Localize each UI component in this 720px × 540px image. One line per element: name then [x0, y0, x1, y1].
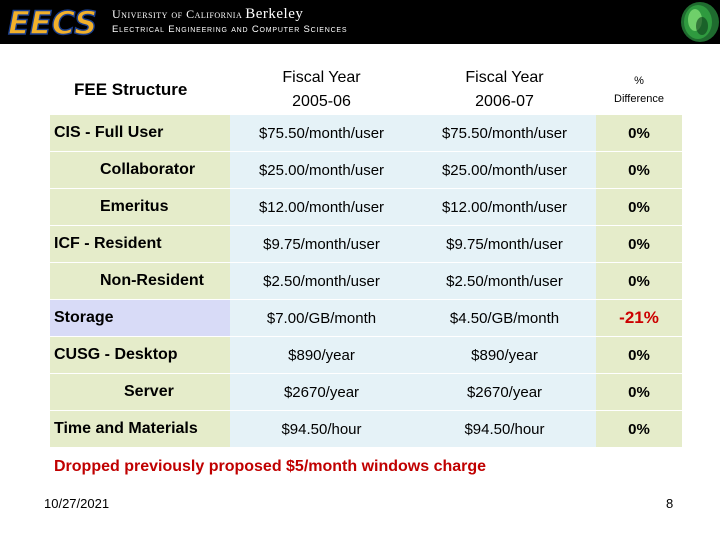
row-label: CIS - Full User [54, 124, 164, 141]
eecs-logo [6, 4, 110, 40]
difference-cell: 0% [596, 226, 682, 263]
fy2006-cell: $12.00/month/user [413, 189, 596, 226]
berkeley-label: Berkeley [245, 6, 304, 22]
fy2006-cell: $4.50/GB/month [413, 300, 596, 337]
row-label: Server [124, 383, 174, 400]
difference-cell: 0% [596, 411, 682, 448]
fy2006-cell: $2.50/month/user [413, 263, 596, 300]
table-row [50, 411, 682, 448]
fy2006-cell: $94.50/hour [413, 411, 596, 448]
col-header-fy2006 [413, 66, 596, 115]
table-row [50, 374, 682, 411]
col-header-difference [596, 66, 682, 115]
fy2005-cell: $890/year [230, 337, 413, 374]
difference-cell: 0% [596, 374, 682, 411]
fy2005-heading-line1: Fiscal Year [282, 69, 361, 86]
table-row [50, 337, 682, 374]
difference-cell: -21% [596, 300, 682, 337]
col-header-fee-structure [50, 66, 230, 115]
row-label: CUSG - Desktop [54, 346, 178, 363]
row-label: Collaborator [100, 161, 196, 178]
row-label-cell [50, 411, 230, 448]
fy2005-cell: $94.50/hour [230, 411, 413, 448]
difference-cell: 0% [596, 115, 682, 152]
table-row [50, 300, 682, 337]
university-name [112, 6, 303, 23]
fy2006-cell: $890/year [413, 337, 596, 374]
table-row [50, 226, 682, 263]
fy2005-cell: $12.00/month/user [230, 189, 413, 226]
row-label-cell [50, 300, 230, 337]
difference-cell: 0% [596, 337, 682, 374]
row-label: Time and Materials [54, 420, 198, 437]
fy2006-cell: $25.00/month/user [413, 152, 596, 189]
fy2005-cell: $9.75/month/user [230, 226, 413, 263]
fee-structure-table [50, 66, 682, 448]
fy2006-heading-line2: 2006-07 [475, 93, 534, 110]
difference-cell: 0% [596, 263, 682, 300]
difference-cell: 0% [596, 152, 682, 189]
table-row [50, 263, 682, 300]
row-label: ICF - Resident [54, 235, 162, 252]
slide-header [0, 0, 720, 44]
fy2006-cell: $9.75/month/user [413, 226, 596, 263]
fy2005-cell: $2670/year [230, 374, 413, 411]
fy2005-cell: $25.00/month/user [230, 152, 413, 189]
slide-page-number: 8 [666, 496, 674, 511]
row-label-cell [50, 374, 230, 411]
fy2005-cell: $75.50/month/user [230, 115, 413, 152]
eecs-logo-text: EECS [8, 4, 98, 40]
row-label-cell [50, 152, 230, 189]
row-label-cell [50, 115, 230, 152]
university-label: University of California [112, 7, 243, 21]
table-row [50, 189, 682, 226]
dropped-charge-note: Dropped previously proposed $5/month windows charge [54, 458, 487, 475]
slide-date: 10/27/2021 [44, 496, 110, 511]
row-label: Non-Resident [100, 272, 204, 289]
fy2005-heading-line2: 2005-06 [292, 93, 351, 110]
difference-heading-line1: % [634, 75, 644, 87]
table-header-row [50, 66, 682, 115]
table-row [50, 152, 682, 189]
fy2006-heading-line1: Fiscal Year [465, 69, 544, 86]
fy2005-cell: $7.00/GB/month [230, 300, 413, 337]
fy2006-cell: $75.50/month/user [413, 115, 596, 152]
col-header-fy2005 [230, 66, 413, 115]
row-label-cell [50, 263, 230, 300]
fy2005-cell: $2.50/month/user [230, 263, 413, 300]
fee-structure-heading: FEE Structure [74, 80, 188, 99]
table-row [50, 115, 682, 152]
row-label-cell [50, 226, 230, 263]
university-seal-icon [676, 0, 720, 44]
fy2006-cell: $2670/year [413, 374, 596, 411]
department-name: Electrical Engineering and Computer Sciences [112, 24, 348, 35]
row-label: Storage [54, 309, 114, 326]
row-label-cell [50, 337, 230, 374]
difference-heading-line2: Difference [614, 93, 664, 105]
row-label-cell [50, 189, 230, 226]
difference-cell: 0% [596, 189, 682, 226]
row-label: Emeritus [100, 198, 169, 215]
